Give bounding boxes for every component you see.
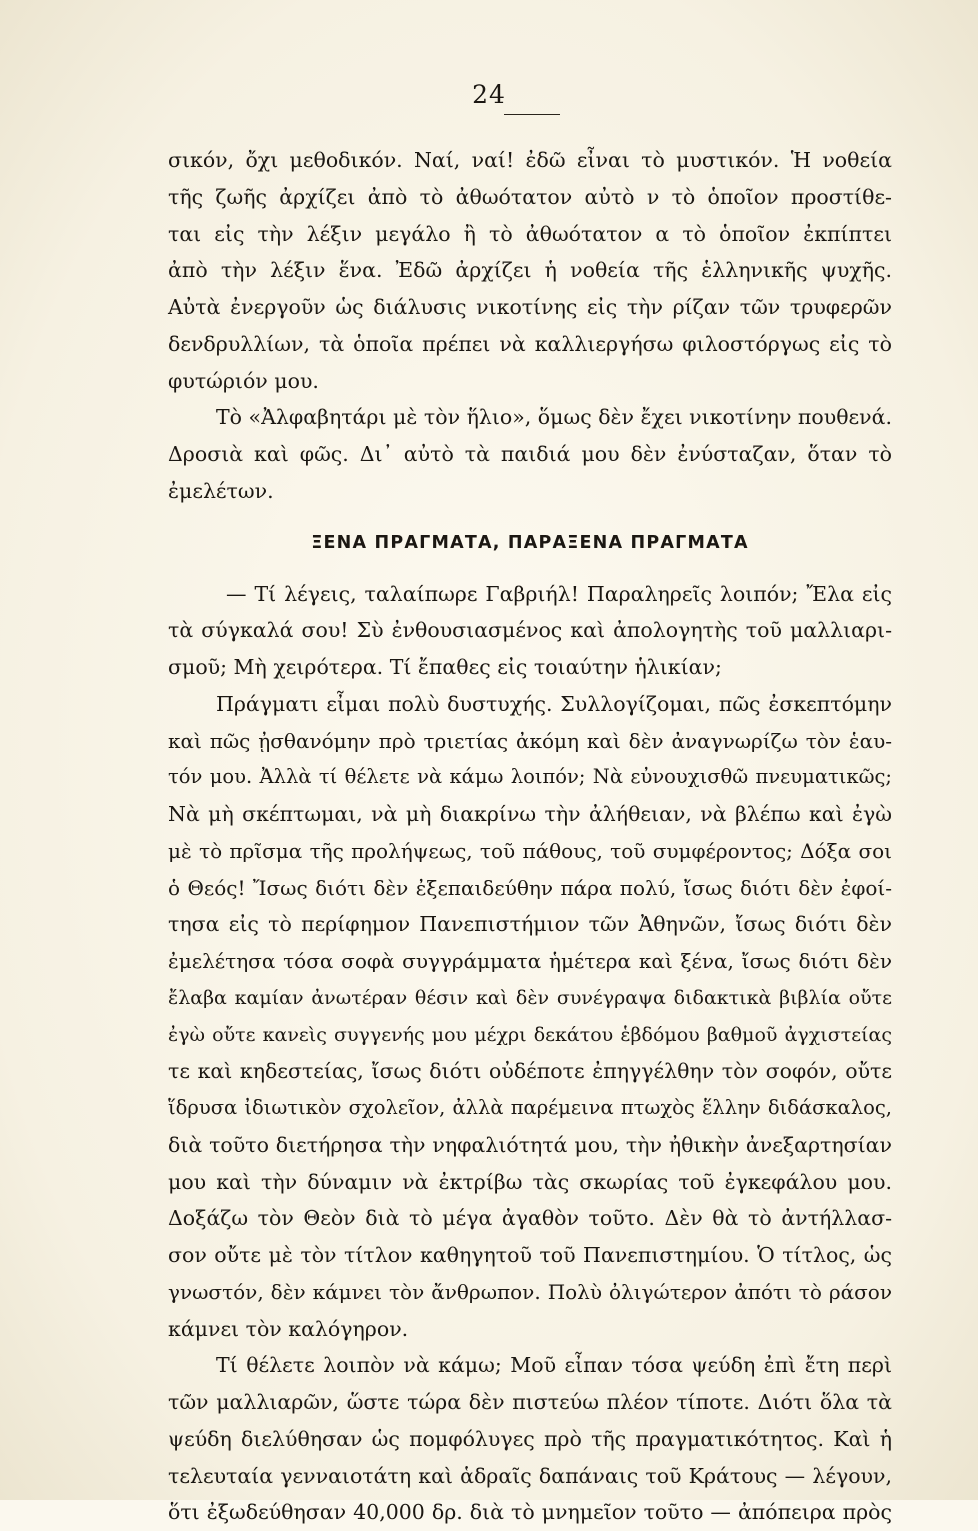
text-line: φυτώριόν μου. — [168, 368, 319, 393]
text-line: Τὸ «Ἀλφαβητάρι μὲ τὸν ἥλιο», ὅμως δὲν ἔχει νικοτίνην πουθενά. — [216, 405, 892, 430]
section-heading: ΞΕΝΑ ΠΡΑΓΜΑΤΑ, ΠΑΡΑΞΕΝΑ ΠΡΑΓΜΑΤΑ — [311, 532, 749, 553]
text-line: τόν μου. Ἀλλὰ τί θέλετε νὰ κάμω λοιπόν; Νὰ εὐνουχισθῶ πνευματικῶς; — [168, 765, 892, 789]
text-line: κάμνει τὸν καλόγηρον. — [168, 1316, 409, 1341]
text-line: Νὰ μὴ σκέπτωμαι, νὰ μὴ διακρίνω τὴν ἀλήθειαν, νὰ βλέπω καὶ ἐγὼ — [168, 802, 892, 826]
text-line: δενδρυλλίων, τὰ ὁποῖα πρέπει νὰ καλλιεργήσω φιλοστόργως εἰς τὸ — [168, 331, 892, 356]
paragraph — [168, 576, 892, 686]
text-line: ται εἰς τὴν λέξιν μεγάλο ἢ τὸ ἀθωότατον α τὸ ὁποῖον ἐκπίπτει — [168, 221, 892, 246]
text-line: ἐμελέτων. — [168, 478, 274, 503]
paragraph — [168, 142, 892, 399]
text-line: τελευταία γενναιοτάτη καὶ ἁδραῖς δαπάναις τοῦ Κράτους — λέγουν, — [168, 1463, 892, 1488]
text-line: Τί θέλετε λοιπὸν νὰ κάμω; Μοῦ εἶπαν τόσα ψεύδη ἐπὶ ἔτη περὶ — [216, 1353, 892, 1378]
text-line: ἐμελέτησα τόσα σοφὰ συγγράμματα ἡμέτερα καὶ ξένα, ἴσως διότι δὲν — [168, 949, 892, 973]
body-text — [168, 142, 892, 1531]
text-line: τησα εἰς τὸ περίφημον Πανεπιστήμιον τῶν Ἀθηνῶν, ἴσως διότι δὲν — [168, 912, 892, 937]
text-line: ὁ Θεός! Ἴσως διότι δὲν ἐξεπαιδεύθην πάρα πολύ, ἴσως διότι δὲν ἐφοί- — [168, 875, 892, 900]
text-line: Δροσιὰ καὶ φῶς. Δι᾽ αὐτὸ τὰ παιδιά μου δὲν ἐνύσταζαν, ὅταν τὸ — [168, 442, 892, 466]
paragraph — [168, 399, 892, 509]
text-line: Αὐτὰ ἐνεργοῦν ὡς διάλυσις νικοτίνης εἰς τὴν ρίζαν τῶν τρυφερῶν — [168, 295, 892, 319]
text-line: τὰ σύγκαλά σου! Σὺ ἐνθουσιασμένος καὶ ἀπολογητὴς τοῦ μαλλιαρι- — [168, 618, 892, 643]
text-line: σον οὔτε μὲ τὸν τίτλον καθηγητοῦ τοῦ Πανεπιστημίου. Ὁ τίτλος, ὡς — [168, 1243, 892, 1267]
text-line: γνωστόν, δὲν κάμνει τὸν ἄνθρωπον. Πολὺ ὀλιγώτερον ἀπότι τὸ ράσον — [168, 1279, 892, 1304]
paragraph — [168, 686, 892, 1348]
text-line: ἀπὸ τὴν λέξιν ἕνα. Ἐδῶ ἀρχίζει ἡ νοθεία τῆς ἑλληνικῆς ψυχῆς. — [168, 258, 892, 283]
text-line: ἔλαβα καμίαν ἀνωτέραν θέσιν καὶ δὲν συνέγραψα διδακτικὰ βιβλία οὔτε — [168, 986, 892, 1009]
text-line: διὰ τοῦτο διετήρησα τὴν νηφαλιότητά μου, τὴν ἠθικὴν ἀνεξαρτησίαν — [168, 1132, 892, 1157]
text-line: σικόν, ὄχι μεθοδικόν. Ναί, ναί! ἐδῶ εἶναι τὸ μυστικόν. Ἡ νοθεία — [168, 148, 892, 172]
text-line: ἐγὼ οὔτε κανεὶς συγγενής μου μέχρι δεκάτου ἑβδόμου βαθμοῦ ἀγχιστείας — [168, 1023, 892, 1046]
text-line: — Τί λέγεις, ταλαίπωρε Γαβριήλ! Παραληρεῖς λοιπόν; Ἔλα εἰς — [226, 581, 892, 606]
text-line: Πράγματι εἶμαι πολὺ δυστυχής. Συλλογίζομαι, πῶς ἐσκεπτόμην — [216, 691, 892, 716]
text-line: τῆς ζωῆς ἀρχίζει ἀπὸ τὸ ἀθωότατον αὐτὸ ν τὸ ὁποῖον προστίθε- — [168, 184, 892, 209]
text-line: μὲ τὸ πρῖσμα τῆς προλήψεως, τοῦ πάθους, τοῦ συμφέροντος; Δόξα σοι — [168, 838, 892, 863]
page-number: 24 — [472, 80, 506, 109]
text-line: ὅτι ἐξωδεύθησαν 40,000 δρ. διὰ τὸ μνημεῖον τοῦτο — ἀπόπειρα πρὸς — [168, 1500, 892, 1525]
paragraph — [168, 1347, 892, 1531]
text-line: Δοξάζω τὸν Θεὸν διὰ τὸ μέγα ἀγαθὸν τοῦτο. Δὲν θὰ τὸ ἀντήλλασ- — [168, 1206, 892, 1231]
text-line: ψεύδη διελύθησαν ὡς πομφόλυγες πρὸ τῆς πραγματικότητος. Καὶ ἡ — [168, 1426, 892, 1451]
text-line: σμοῦ; Μὴ χειρότερα. Τί ἔπαθες εἰς τοιαύτην ἡλικίαν; — [168, 655, 722, 679]
text-line: τῶν μαλλιαρῶν, ὥστε τώρα δὲν πιστεύω πλέον τίποτε. Διότι ὅλα τὰ — [168, 1390, 892, 1414]
page-number-rule — [504, 114, 560, 115]
text-line: ἵδρυσα ἰδιωτικὸν σχολεῖον, ἀλλὰ παρέμεινα πτωχὸς ἕλλην διδάσκαλος, — [168, 1096, 892, 1119]
text-line: καὶ πῶς ᾐσθανόμην πρὸ τριετίας ἀκόμη καὶ δὲν ἀναγνωρίζω τὸν ἑαυ- — [168, 728, 892, 753]
text-line: μου καὶ τὴν δύναμιν νὰ ἐκτρίβω τὰς σκωρίας τοῦ ἐγκεφάλου μου. — [168, 1169, 892, 1194]
text-line: τε καὶ κηδεστείας, ἴσως διότι οὐδέποτε ἐπηγγέλθην τὸν σοφόν, οὔτε — [168, 1059, 892, 1084]
